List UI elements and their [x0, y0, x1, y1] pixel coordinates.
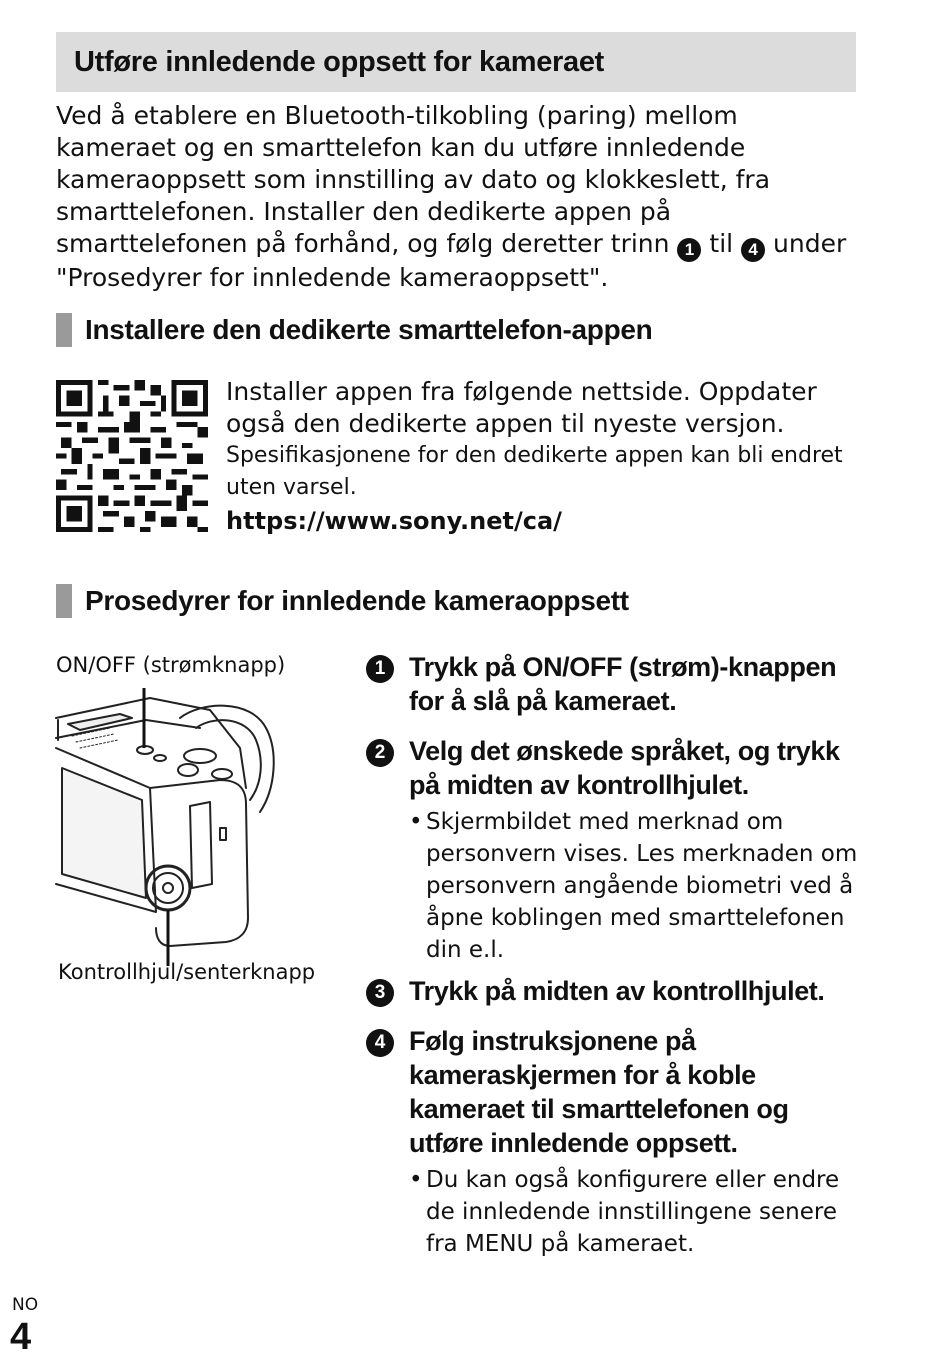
page-title: Utføre innledende oppsett for kameraet	[74, 45, 605, 78]
control-wheel-label: Kontrollhjul/senterknapp	[58, 960, 316, 984]
section-procedure-title: Prosedyrer for innledende kameraoppsett	[85, 585, 629, 616]
step-2-note: • Skjermbildet med merknad om personvern vises. Les merknaden om personvern angående biometri ved å åpne koblingen med smarttelefonen din e.l.	[409, 806, 866, 966]
page-number: 4	[10, 1316, 32, 1358]
section-app-heading	[56, 313, 653, 347]
step-4	[366, 1024, 866, 1260]
app-info-block	[226, 376, 856, 538]
step-2-text: Velg det ønskede språket, og trykk på midten av kontrollhjulet.	[409, 736, 840, 800]
power-button-label: ON/OFF (strømknapp)	[56, 653, 286, 677]
camera-illustration-icon	[50, 688, 290, 966]
section-marker	[56, 313, 72, 347]
step-3-text: Trykk på midten av kontrollhjulet.	[409, 976, 825, 1006]
intro-til: til	[709, 229, 734, 258]
step-number-1: 1	[366, 655, 394, 683]
procedure-steps	[366, 650, 866, 1260]
step-number-1-marker: 1	[677, 238, 701, 262]
step-number-3: 3	[366, 979, 394, 1007]
qr-code-icon	[56, 380, 208, 532]
page-language: NO	[12, 1295, 39, 1315]
section-marker	[56, 584, 72, 618]
step-number-2: 2	[366, 739, 394, 767]
section-procedure-heading	[56, 584, 629, 618]
section-app-title: Installere den dedikerte smarttelefon-appen	[85, 314, 653, 345]
step-number-4: 4	[366, 1029, 394, 1057]
app-url-link[interactable]: https://www.sony.net/ca/	[226, 507, 562, 535]
step-3	[366, 974, 866, 1008]
step-2	[366, 734, 866, 966]
step-4-note: • Du kan også konfigurere eller endre de innledende innstillingene senere fra MENU på kameraet.	[409, 1164, 866, 1260]
intro-text: Ved å etablere en Bluetooth-tilkobling (paring) mellom kameraet og en smarttelefon kan du utføre innledende kameraoppsett som innstilling av dato og klokkeslett, fra smarttelefonen. Installer den dedikerte appen på smarttelefonen på forhånd, og følg deretter trinn	[56, 101, 771, 258]
app-spec-note: Spesifikasjonene for den dedikerte appen kan bli endret uten varsel.	[226, 443, 843, 500]
step-4-text: Følg instruksjonene på kameraskjermen for å koble kameraet til smarttelefonen og utføre innledende oppsett.	[409, 1026, 789, 1158]
step-1	[366, 650, 866, 718]
title-bar	[56, 32, 856, 92]
app-install-text: Installer appen fra følgende nettside. Oppdater også den dedikerte appen til nyeste versjon.	[226, 377, 817, 438]
intro-text-end: under "Prosedyrer for innledende kameraoppsett".	[56, 229, 847, 292]
step-1-text: Trykk på ON/OFF (strøm)-knappen for å slå på kameraet.	[409, 652, 837, 716]
step-number-4-marker: 4	[741, 238, 765, 262]
intro-paragraph	[56, 100, 856, 294]
